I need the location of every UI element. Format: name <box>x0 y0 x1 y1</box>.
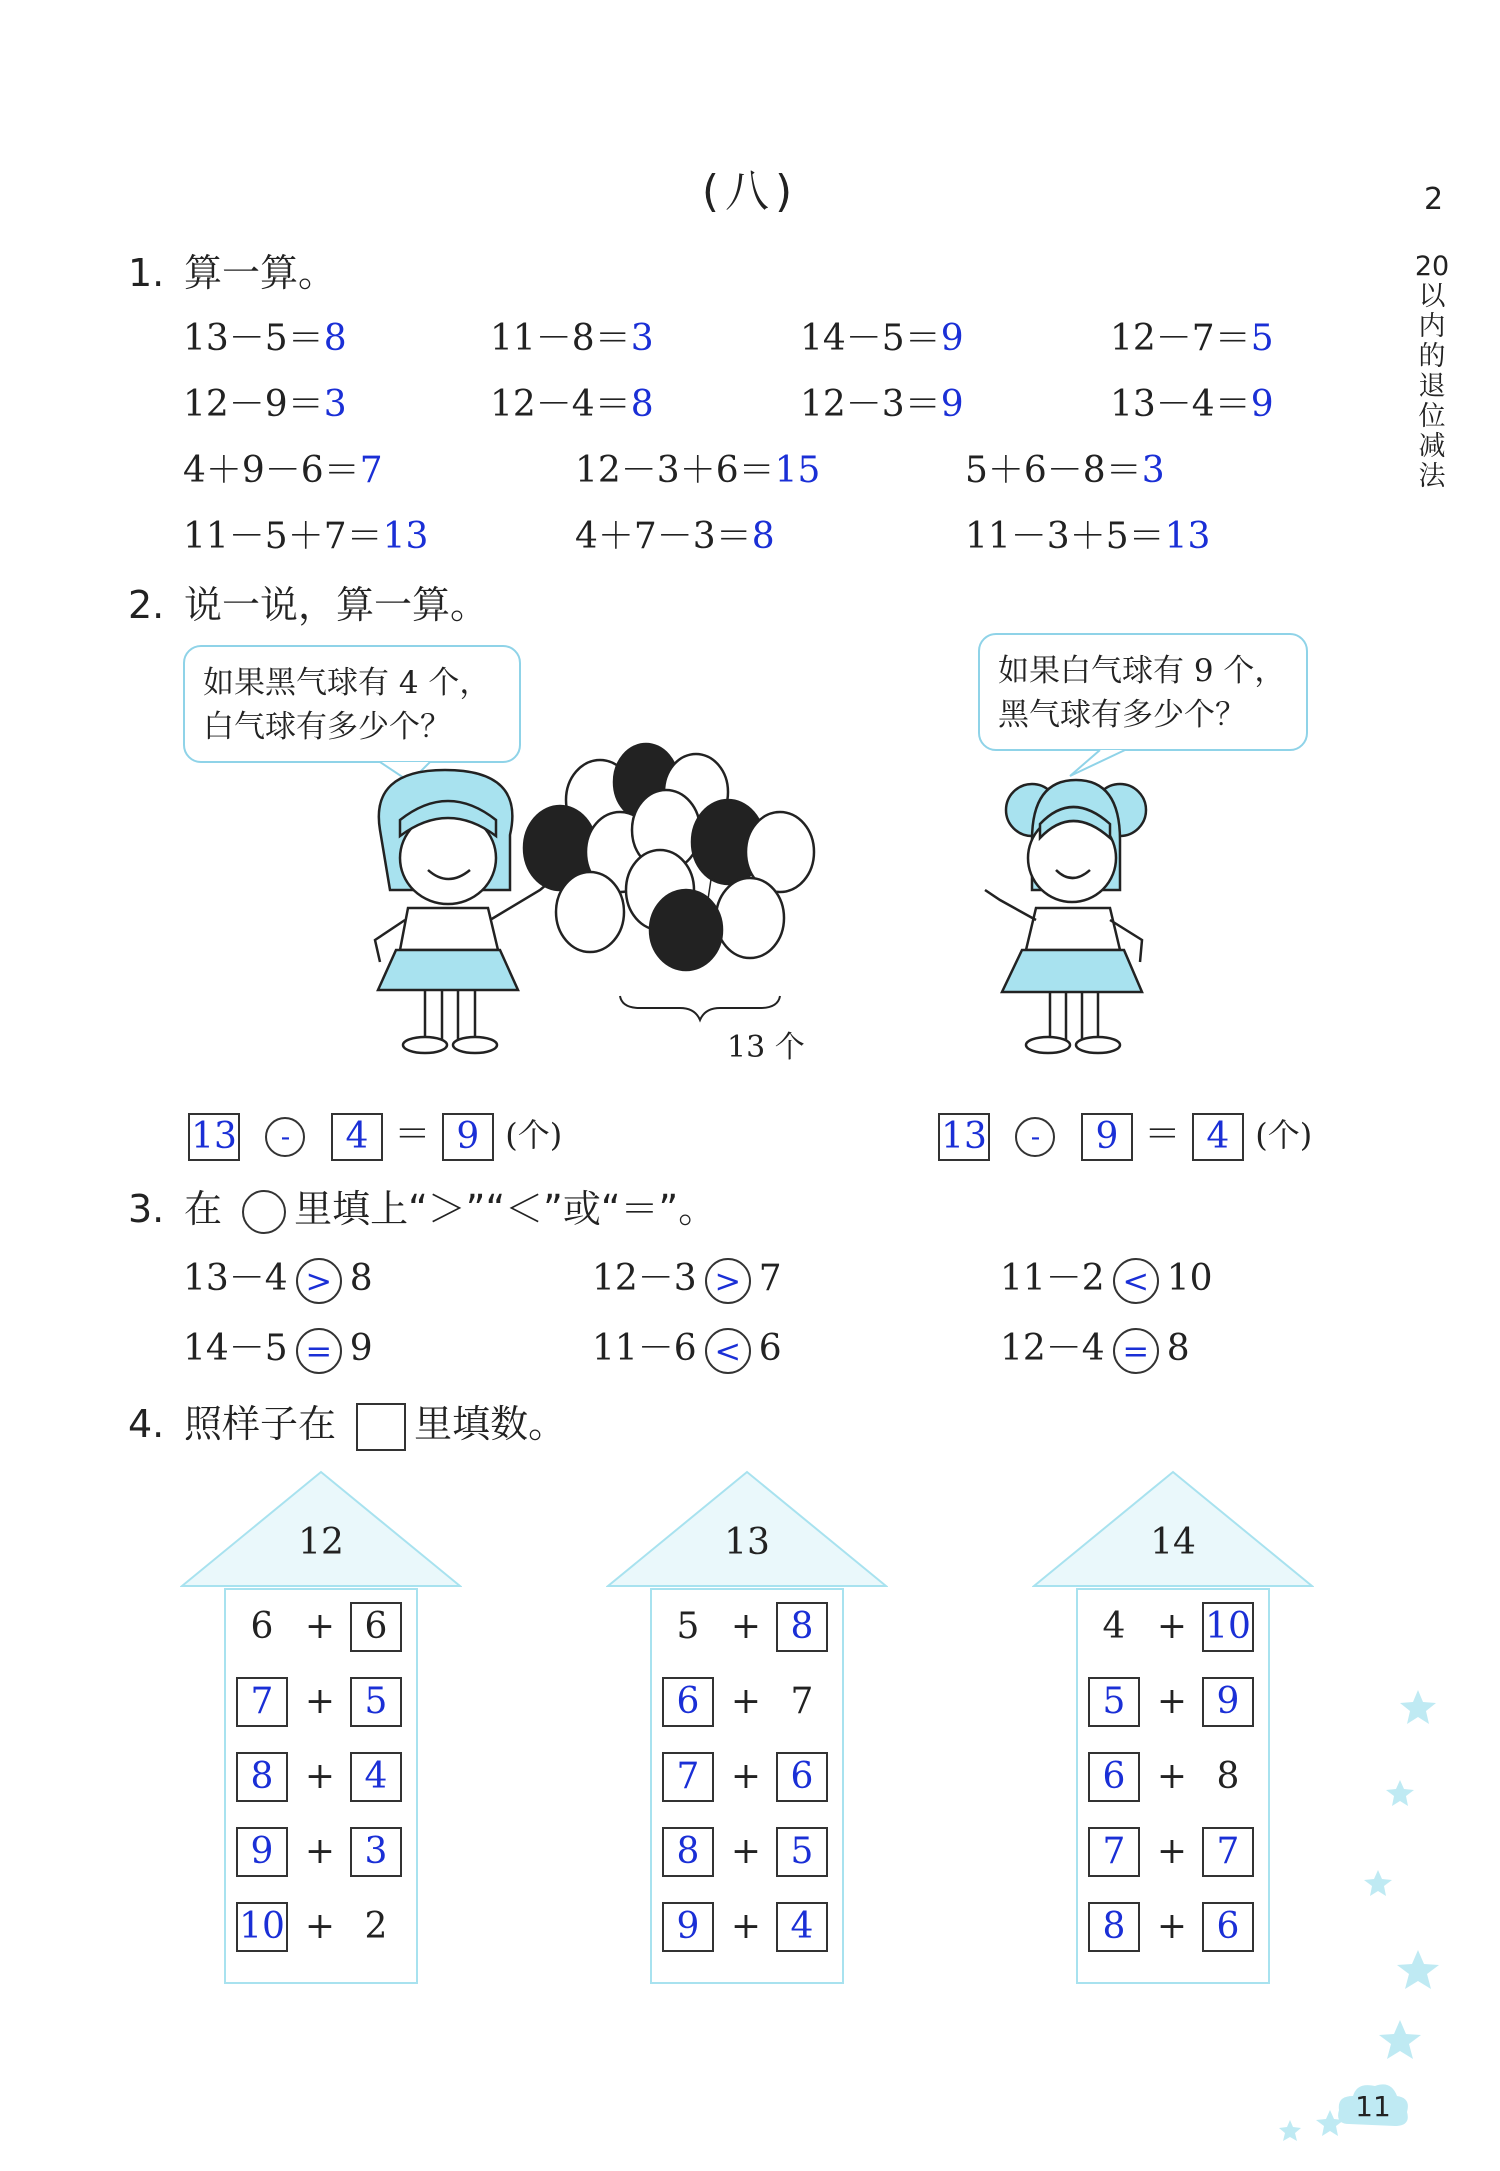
star-icon <box>1386 1780 1414 1806</box>
q1-expression: 5＋6－8＝ <box>965 450 1142 491</box>
addend-1: 8 <box>1088 1902 1140 1952</box>
q3-text-post: 里填上“＞”“＜”或“＝”。 <box>294 1187 717 1231</box>
house-roof-number: 13 <box>724 1522 770 1563</box>
house-roof-number: 14 <box>1150 1522 1196 1563</box>
q1-exercise <box>965 442 1165 493</box>
q3-right-value: 8 <box>1166 1328 1190 1369</box>
q3-left-expression: 11－6 <box>592 1328 697 1369</box>
house-row <box>652 1827 842 1877</box>
illustration <box>180 740 1340 1070</box>
house-row <box>226 1677 416 1727</box>
addend-2: 8 <box>1216 1756 1240 1797</box>
q1-answer: 5 <box>1250 318 1274 359</box>
q1-exercise <box>575 508 775 559</box>
q2-left-operand-1: 13 <box>188 1113 240 1161</box>
q1-text: 算一算。 <box>184 251 337 295</box>
q3-number: 3. <box>128 1187 165 1231</box>
star-icon <box>1364 1870 1392 1896</box>
chapter-number: 2 <box>1424 182 1444 217</box>
addend-2: 6 <box>1202 1902 1254 1952</box>
q2-number: 2. <box>128 583 165 627</box>
addend-2: 9 <box>1202 1677 1254 1727</box>
plus-sign: + <box>730 1831 762 1872</box>
addend-1: 9 <box>236 1827 288 1877</box>
addend-1: 5 <box>676 1606 700 1647</box>
q1-answer: 3 <box>630 318 654 359</box>
addend-1: 9 <box>662 1902 714 1952</box>
q4-heading <box>128 1393 566 1451</box>
addend-1: 8 <box>662 1827 714 1877</box>
bubble-left-line2: 白气球有多少个？ <box>203 709 451 745</box>
q3-left-expression: 12－3 <box>592 1258 697 1299</box>
addend-1: 5 <box>1088 1677 1140 1727</box>
q1-exercise <box>183 376 347 427</box>
q1-expression: 11－5＋7＝ <box>183 516 383 557</box>
q3-sign: < <box>705 1328 751 1374</box>
plus-sign: + <box>1156 1831 1188 1872</box>
q3-sign: = <box>296 1328 342 1374</box>
q2-left-unit: (个) <box>505 1116 563 1154</box>
q1-exercise <box>1110 310 1274 361</box>
girl-left-icon <box>375 770 552 1053</box>
q3-sign: = <box>1113 1328 1159 1374</box>
bubble-tail-right <box>1070 750 1125 776</box>
q3-sign: > <box>296 1258 342 1304</box>
q1-answer: 9 <box>940 384 964 425</box>
q1-expression: 12－7＝ <box>1110 318 1251 359</box>
q2-left-operator: - <box>265 1117 305 1157</box>
addend-2: 3 <box>350 1827 402 1877</box>
q1-exercise <box>800 310 964 361</box>
addend-2: 6 <box>776 1752 828 1802</box>
q3-comparison <box>1000 1320 1190 1374</box>
q1-expression: 4＋7－3＝ <box>575 516 752 557</box>
house-row <box>226 1902 416 1952</box>
plus-sign: + <box>730 1906 762 1947</box>
plus-sign: + <box>304 1756 336 1797</box>
addend-1: 6 <box>1088 1752 1140 1802</box>
q3-comparison <box>183 1320 373 1374</box>
q1-exercise <box>490 310 654 361</box>
house-body <box>650 1588 844 1984</box>
q1-expression: 11－8＝ <box>490 318 631 359</box>
star-icon <box>1400 1690 1436 1724</box>
house-body <box>224 1588 418 1984</box>
q1-answer: 3 <box>1141 450 1165 491</box>
star-icon <box>1397 1950 1439 1989</box>
addend-2: 7 <box>790 1681 814 1722</box>
q3-right-value: 10 <box>1166 1258 1213 1299</box>
q1-expression: 12－4＝ <box>490 384 631 425</box>
house-row <box>226 1602 416 1652</box>
q3-left-expression: 13－4 <box>183 1258 288 1299</box>
q4-box-icon <box>356 1403 406 1451</box>
q1-exercise <box>183 442 383 493</box>
total-brace <box>620 996 780 1020</box>
q1-exercise <box>800 376 964 427</box>
q1-answer: 8 <box>323 318 347 359</box>
q1-exercise <box>183 508 428 559</box>
q4-number: 4. <box>128 1402 165 1446</box>
q1-answer: 15 <box>774 450 821 491</box>
q1-expression: 12－3＋6＝ <box>575 450 775 491</box>
q4-text-post: 里填数。 <box>414 1402 567 1446</box>
house-row <box>652 1902 842 1952</box>
q3-text-pre: 在 <box>184 1187 223 1231</box>
q1-answer: 7 <box>359 450 383 491</box>
q2-right-result: 4 <box>1192 1113 1244 1161</box>
q2-right-operator: - <box>1015 1117 1055 1157</box>
plus-sign: + <box>730 1606 762 1647</box>
q2-text: 说一说，算一算。 <box>184 583 489 627</box>
bubble-left-line1: 如果黑气球有 4 个， <box>203 665 491 701</box>
q1-exercise <box>965 508 1210 559</box>
house-row <box>226 1827 416 1877</box>
house-row <box>226 1752 416 1802</box>
addend-2: 4 <box>776 1902 828 1952</box>
plus-sign: + <box>1156 1756 1188 1797</box>
addend-1: 4 <box>1102 1606 1126 1647</box>
addend-2: 5 <box>350 1677 402 1727</box>
q1-exercise <box>575 442 820 493</box>
q1-expression: 4＋9－6＝ <box>183 450 360 491</box>
q1-expression: 14－5＝ <box>800 318 941 359</box>
q1-expression: 12－9＝ <box>183 384 324 425</box>
q1-answer: 8 <box>630 384 654 425</box>
q1-answer: 9 <box>940 318 964 359</box>
addend-2: 2 <box>364 1906 388 1947</box>
q1-expression: 13－4＝ <box>1110 384 1251 425</box>
house-row <box>652 1677 842 1727</box>
q3-left-expression: 14－5 <box>183 1328 288 1369</box>
page-number-badge <box>1335 2080 1411 2136</box>
addend-2: 8 <box>776 1602 828 1652</box>
addend-1: 6 <box>250 1606 274 1647</box>
q1-expression: 11－3＋5＝ <box>965 516 1165 557</box>
q3-heading <box>128 1178 716 1234</box>
addend-2: 4 <box>350 1752 402 1802</box>
q2-equation-left <box>188 1106 562 1161</box>
q1-answer: 13 <box>382 516 429 557</box>
addend-2: 10 <box>1202 1602 1254 1652</box>
plus-sign: + <box>1156 1681 1188 1722</box>
q2-left-equals: ＝ <box>394 1114 431 1155</box>
house-row <box>652 1752 842 1802</box>
speech-bubble-right <box>978 633 1308 751</box>
bubble-right-line2: 黑气球有多少个？ <box>998 697 1246 733</box>
addend-2: 7 <box>1202 1827 1254 1877</box>
q3-right-value: 6 <box>758 1328 782 1369</box>
q2-heading <box>128 574 488 629</box>
q3-sign: < <box>1113 1258 1159 1304</box>
q3-right-value: 8 <box>349 1258 373 1299</box>
plus-sign: + <box>1156 1906 1188 1947</box>
house-roof-number: 12 <box>298 1522 344 1563</box>
star-icon <box>1379 2020 1421 2059</box>
plus-sign: + <box>304 1831 336 1872</box>
q2-left-operand-2: 4 <box>331 1113 383 1161</box>
addend-2: 6 <box>350 1602 402 1652</box>
plus-sign: + <box>304 1681 336 1722</box>
q3-left-expression: 12－4 <box>1000 1328 1105 1369</box>
q3-circle-icon <box>242 1190 286 1234</box>
q3-comparison <box>592 1250 782 1304</box>
plus-sign: + <box>304 1906 336 1947</box>
q2-left-result: 9 <box>442 1113 494 1161</box>
girl-right-icon <box>985 780 1146 1053</box>
page-number: 11 <box>1355 2090 1391 2123</box>
q1-answer: 13 <box>1164 516 1211 557</box>
plus-sign: + <box>1156 1606 1188 1647</box>
q3-sign: > <box>705 1258 751 1304</box>
balloons-icon <box>524 744 814 970</box>
plus-sign: + <box>304 1606 336 1647</box>
addend-1: 7 <box>236 1677 288 1727</box>
q1-answer: 9 <box>1250 384 1274 425</box>
q3-right-value: 9 <box>349 1328 373 1369</box>
house-row <box>1078 1602 1268 1652</box>
addend-1: 6 <box>662 1677 714 1727</box>
addend-1: 7 <box>662 1752 714 1802</box>
q1-answer: 8 <box>751 516 775 557</box>
q1-expression: 13－5＝ <box>183 318 324 359</box>
q1-expression: 12－3＝ <box>800 384 941 425</box>
q1-exercise <box>183 310 347 361</box>
q2-equation-right <box>938 1106 1312 1161</box>
q1-heading <box>128 242 336 297</box>
page-title: (八) <box>701 166 799 217</box>
q2-right-operand-2: 9 <box>1081 1113 1133 1161</box>
addend-2: 5 <box>776 1827 828 1877</box>
q3-right-value: 7 <box>758 1258 782 1299</box>
q1-number: 1. <box>128 251 165 295</box>
q3-comparison <box>1000 1250 1213 1304</box>
total-balloons-label: 13 个 <box>727 1030 805 1065</box>
plus-sign: + <box>730 1756 762 1797</box>
q1-answer: 3 <box>323 384 347 425</box>
q2-right-unit: (个) <box>1255 1116 1313 1154</box>
bubble-right-line1: 如果白气球有 9 个， <box>998 653 1286 689</box>
plus-sign: + <box>730 1681 762 1722</box>
q3-left-expression: 11－2 <box>1000 1258 1105 1299</box>
addend-1: 10 <box>236 1902 288 1952</box>
addend-1: 8 <box>236 1752 288 1802</box>
q2-right-operand-1: 13 <box>938 1113 990 1161</box>
q3-comparison <box>592 1320 782 1374</box>
addend-1: 7 <box>1088 1827 1140 1877</box>
chapter-title: 20以内的退位减法 <box>1414 251 1450 492</box>
house-row <box>652 1602 842 1652</box>
q3-comparison <box>183 1250 373 1304</box>
star-icon <box>1279 2120 1301 2141</box>
q1-exercise <box>1110 376 1274 427</box>
q2-right-equals: ＝ <box>1144 1114 1181 1155</box>
q4-text-pre: 照样子在 <box>184 1402 337 1446</box>
q1-exercise <box>490 376 654 427</box>
